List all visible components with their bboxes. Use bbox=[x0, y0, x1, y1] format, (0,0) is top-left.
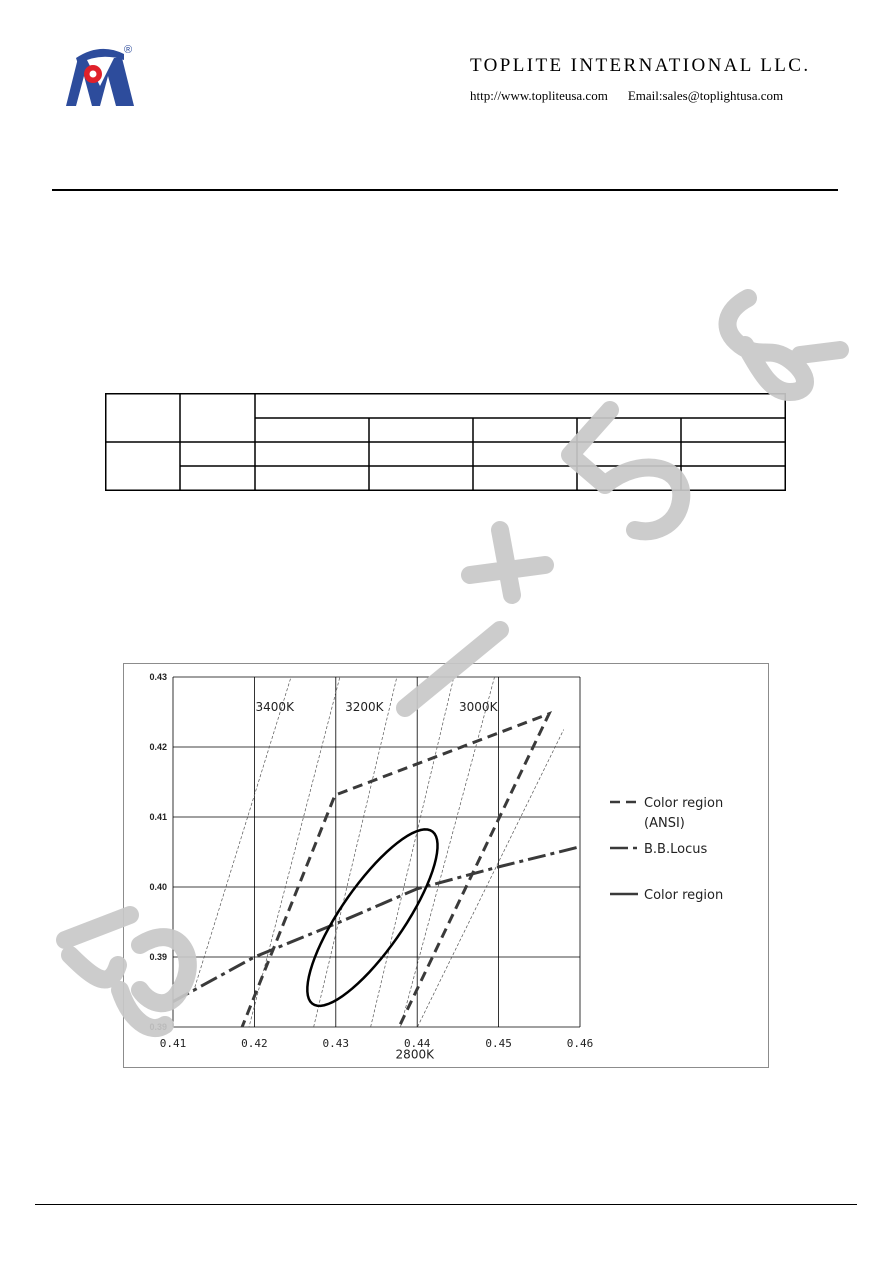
y-tick-label: 0.40 bbox=[149, 882, 167, 892]
toplite-logo bbox=[60, 42, 140, 110]
contact-line bbox=[470, 88, 783, 104]
x-tick-label: 0.44 bbox=[403, 1037, 431, 1050]
spec-table bbox=[105, 393, 786, 491]
y-tick-label: 0.43 bbox=[149, 672, 167, 682]
legend-color-region-label: Color region bbox=[644, 888, 724, 903]
x-tick-label: 0.46 bbox=[566, 1037, 594, 1050]
chromaticity-chart bbox=[124, 664, 768, 1067]
website-link[interactable]: http://www.topliteusa.com bbox=[470, 88, 608, 103]
footer-divider bbox=[35, 1204, 857, 1205]
isotemperature-line bbox=[242, 677, 340, 1053]
y-tick-label: 0.39 bbox=[149, 1022, 167, 1032]
y-tick-label: 0.39 bbox=[149, 952, 167, 962]
cct-label: 3400K bbox=[255, 700, 294, 715]
legend-ansi-label: Color region bbox=[644, 796, 724, 811]
legend-bb-locus-label: B.B.Locus bbox=[644, 842, 708, 857]
y-tick-label: 0.42 bbox=[149, 742, 167, 752]
registered-mark: ® bbox=[124, 44, 133, 56]
cct-label: 2800K bbox=[395, 1047, 434, 1062]
cct-label: 3200K bbox=[345, 700, 384, 715]
x-tick-label: 0.42 bbox=[241, 1037, 268, 1050]
series-bb-locus bbox=[173, 847, 580, 1002]
series-color-region bbox=[307, 829, 437, 1005]
cct-label: 3000K bbox=[459, 700, 498, 715]
isotemperature-line bbox=[193, 677, 291, 992]
x-tick-label: 0.43 bbox=[322, 1037, 350, 1050]
isotemperature-line bbox=[303, 677, 397, 1067]
chart-frame bbox=[123, 663, 769, 1068]
x-tick-label: 0.41 bbox=[159, 1037, 187, 1050]
x-tick-label: 0.45 bbox=[485, 1037, 512, 1050]
email-link[interactable]: Email:sales@toplightusa.com bbox=[627, 88, 784, 103]
company-name: TOPLITE INTERNATIONAL LLC. bbox=[470, 55, 811, 76]
header-divider bbox=[52, 189, 838, 191]
y-tick-label: 0.41 bbox=[149, 812, 167, 822]
legend-ansi-label-2: (ANSI) bbox=[644, 816, 685, 831]
